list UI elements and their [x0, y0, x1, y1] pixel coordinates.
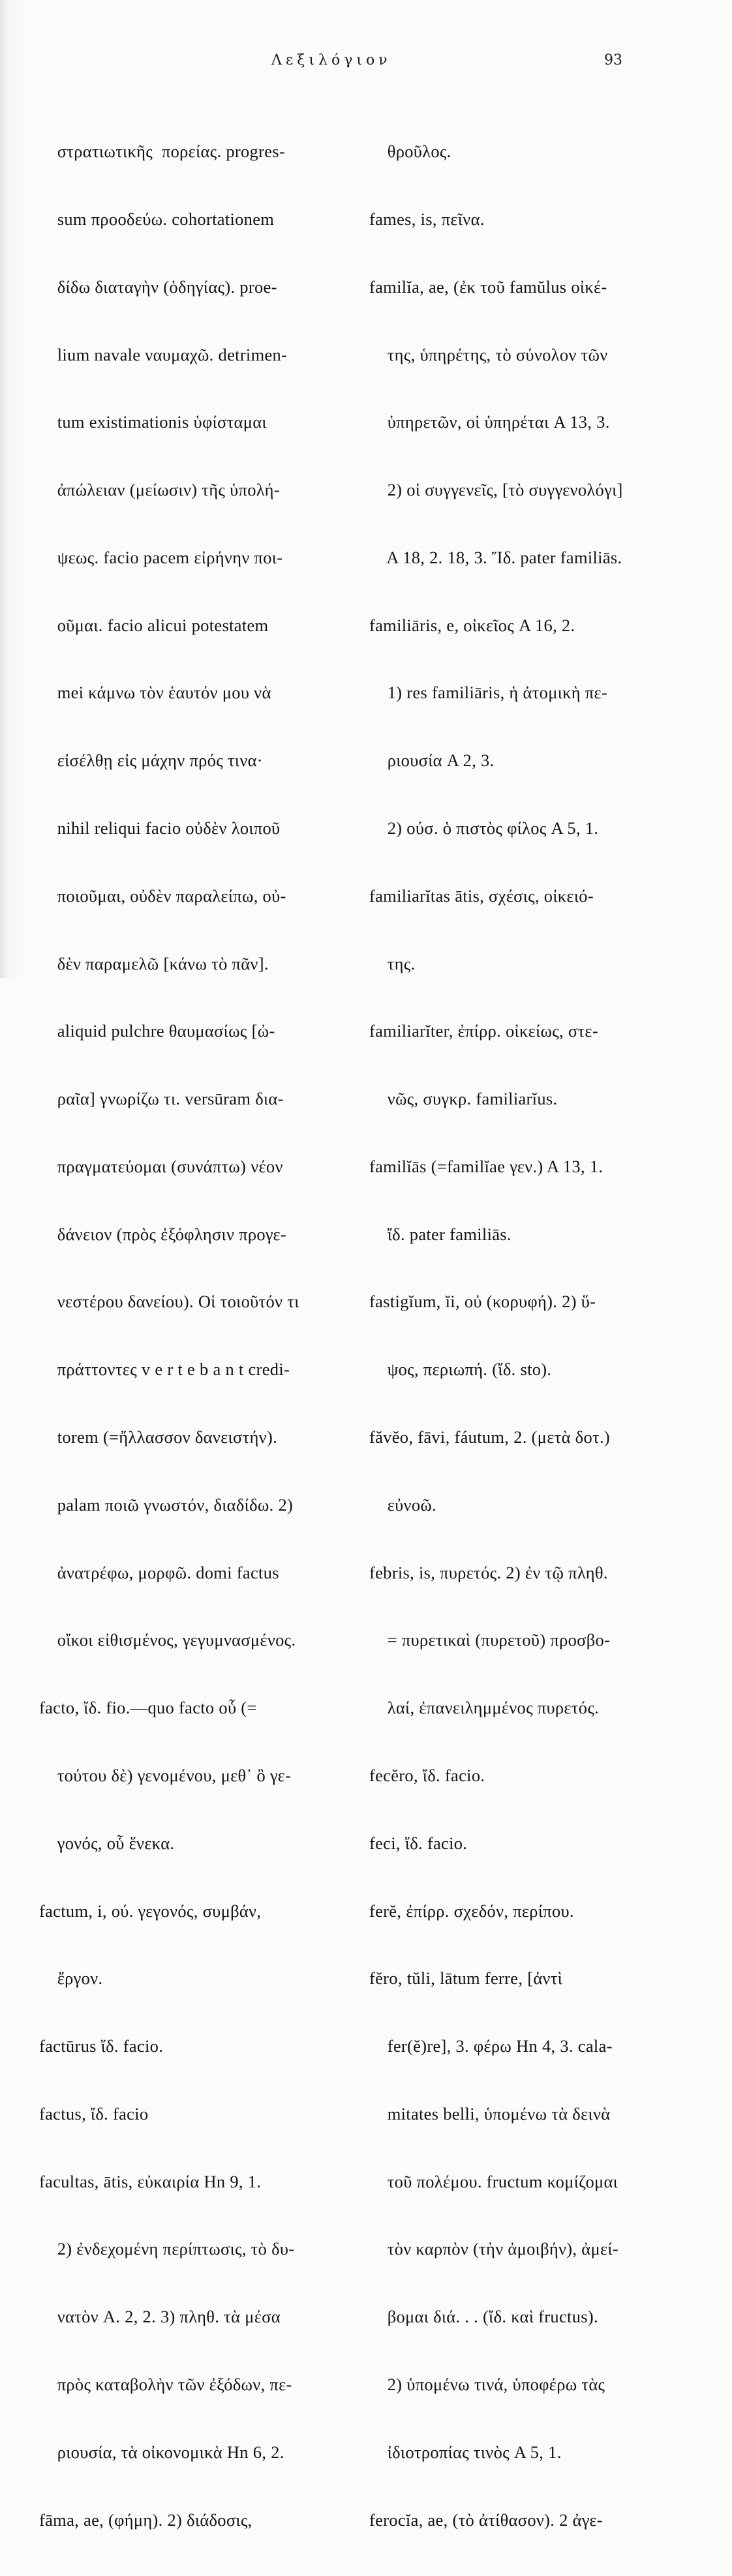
left-line: ἀνατρέφω, μορφῶ. domi factus [39, 1562, 279, 1582]
left-line: οἴκοι εἰθισμένος, γεγυμνασμένος. [39, 1630, 296, 1650]
left-column [39, 95, 352, 2576]
left-line: factum, i, ού. γεγονός, συμβάν, [39, 1901, 262, 1921]
right-line: A 18, 2. 18, 3. Ἴδ. pater familiās. [369, 547, 622, 567]
left-line: ἀπώλειαν (μείωσιν) τῆς ὑπολή- [39, 480, 280, 500]
right-line: familiāris, e, οἰκεῖος A 16, 2. [369, 615, 575, 635]
right-line: febris, is, πυρετός. 2) ἐν τῷ πληθ. [369, 1562, 608, 1582]
right-line: 2) ὑπομένω τινά, ὑποφέρω τὰς [369, 2374, 605, 2394]
left-line: πραγματεύομαι (συνάπτω) νέον [39, 1156, 283, 1176]
right-line: fĕro, tŭli, lātum ferre, [ἀντὶ [369, 1968, 563, 1989]
page-number: 93 [604, 52, 622, 68]
right-line: fames, is, πεῖνα. [369, 209, 485, 229]
left-line: torem (=ἤλλασσον δανειστήν). [39, 1427, 278, 1447]
left-line: νατὸν A. 2, 2. 3) πληθ. τὰ μέσα [39, 2307, 281, 2327]
left-line: ποιοῦμαι, οὐδὲν παραλείπω, οὐ- [39, 885, 286, 906]
right-line: νῶς, συγκρ. familiarĭus. [369, 1089, 558, 1109]
right-line: familiarĭtas ātis, σχέσις, οἰκειό- [369, 885, 594, 906]
left-line: facto, ἴδ. fio.—quo facto οὗ (= [39, 1698, 257, 1718]
right-line: ferocĭa, ae, (τὸ ἀτίθασον). 2 ἀγε- [369, 2509, 603, 2530]
left-line: 2) ἐνδεχομένη περίπτωσις, τὸ δυ- [39, 2239, 295, 2259]
right-line: βομαι διά. . . (ἴδ. καὶ fructus). [369, 2307, 598, 2327]
right-line: ἰδιοτροπίας τινὸς A 5, 1. [369, 2442, 562, 2462]
left-line: aliquid pulchre θαυμασίως [ὠ- [39, 1021, 275, 1041]
left-line: factūrus ἴδ. facio. [39, 2036, 164, 2056]
right-line: 1) res familiāris, ἡ ἀτομικὴ πε- [369, 683, 608, 703]
left-line: ψεως. facio pacem εἰρήνην ποι- [39, 547, 283, 567]
left-line: πράττοντες v e r t e b a n t credi- [39, 1359, 290, 1380]
right-line: familĭa, ae, (ἐκ τοῦ famŭlus οἰκέ- [369, 276, 607, 297]
left-line: mei κάμνω τὸν ἑαυτόν μου νὰ [39, 683, 271, 703]
right-line: τοῦ πολέμου. fructum κομίζομαι [369, 2171, 618, 2191]
right-line: familĭās (=familĭae γεν.) A 13, 1. [369, 1156, 603, 1176]
right-line: ὑπηρετῶν, οἱ ὑπηρέται A 13, 3. [369, 412, 610, 432]
left-line: nihil reliqui facio οὐδὲν λοιποῦ [39, 818, 281, 838]
right-line: ψος, περιωπή. (ἴδ. sto). [369, 1359, 552, 1380]
right-line: mitates belli, ὑπομένω τὰ δεινὰ [369, 2103, 611, 2124]
right-line: της, ὑπηρέτης, τὸ σύνολον τῶν [369, 344, 608, 364]
left-line: πρὸς καταβολὴν τῶν ἐξόδων, πε- [39, 2374, 292, 2394]
right-line: της. [369, 953, 416, 973]
left-line: τούτου δὲ) γενομένου, μεθ᾽ ὃ γε- [39, 1765, 292, 1785]
left-line: fāma, ae, (φήμη). 2) διάδοσις, [39, 2509, 252, 2530]
right-line: fastigĭum, ĭi, οὐ (κορυφή). 2) ὕ- [369, 1292, 596, 1312]
right-line: = πυρετικαὶ (πυρετοῦ) προσβο- [369, 1630, 611, 1650]
left-line: δίδω διαταγὴν (ὁδηγίας). proe- [39, 276, 277, 297]
left-line: οῦμαι. facio alicui potestatem [39, 615, 269, 635]
left-line: εἰσέλθῃ εἰς μάχην πρός τινα· [39, 750, 263, 771]
left-line: sum προοδεύω. cohortationem [39, 209, 275, 229]
left-line: στρατιωτικῆς πορείας. progres- [39, 141, 286, 162]
right-line: 2) ούσ. ὁ πιστὸς φίλος A 5, 1. [369, 818, 599, 838]
right-line: τὸν καρπὸν (τὴν ἀμοιβήν), ἀμεί- [369, 2239, 618, 2259]
running-head [0, 52, 732, 72]
right-line: ριουσία A 2, 3. [369, 750, 495, 771]
left-line: ριουσία, τὰ οἰκονομικὰ Hn 6, 2. [39, 2442, 284, 2462]
right-line: λαί, ἐπανειλημμένος πυρετός. [369, 1698, 600, 1718]
left-line: νεστέρου δανείου). Οἱ τοιοῦτόν τι [39, 1292, 299, 1312]
right-line: ἴδ. pater familiās. [369, 1224, 511, 1244]
right-line: εὐνοῶ. [369, 1494, 437, 1515]
left-line: lium navale ναυμαχῶ. detrimen- [39, 344, 288, 364]
right-line: făvĕo, fāvi, fáutum, 2. (μετὰ δοτ.) [369, 1427, 611, 1447]
right-line: ferĕ, ἐπίρρ. σχεδόν, περίπου. [369, 1901, 574, 1921]
left-line: γονός, οὗ ἕνεκα. [39, 1833, 175, 1853]
right-line: 2) οἱ συγγενεῖς, [τὸ συγγενολόγι] [369, 480, 623, 500]
left-line: ραῖα] γνωρίζω τι. versūram δια- [39, 1089, 284, 1109]
left-line: ἔργον. [39, 1968, 103, 1989]
right-column [369, 95, 682, 2576]
running-title: Λεξιλόγιον [271, 52, 391, 68]
left-line: δὲν παραμελῶ [κάνω τὸ πᾶν]. [39, 953, 269, 973]
right-line: feci, ἴδ. facio. [369, 1833, 468, 1853]
left-line: δάνειον (πρὸς ἐξόφλησιν προγε- [39, 1224, 287, 1244]
right-line: fer(ĕ)re], 3. φέρω Hn 4, 3. cala- [369, 2036, 613, 2056]
right-line: θροῦλος. [369, 141, 451, 162]
right-line: familiarĭter, ἐπίρρ. οἰκείως, στε- [369, 1021, 598, 1041]
left-line: tum existimationis ὑφίσταμαι [39, 412, 267, 432]
left-line: palam ποιῶ γνωστόν, διαδίδω. 2) [39, 1494, 294, 1515]
left-line: factus, ἴδ. facio [39, 2103, 149, 2124]
right-line: fecĕro, ἴδ. facio. [369, 1765, 485, 1785]
left-line: facultas, ātis, εὐκαιρία Hn 9, 1. [39, 2171, 262, 2191]
